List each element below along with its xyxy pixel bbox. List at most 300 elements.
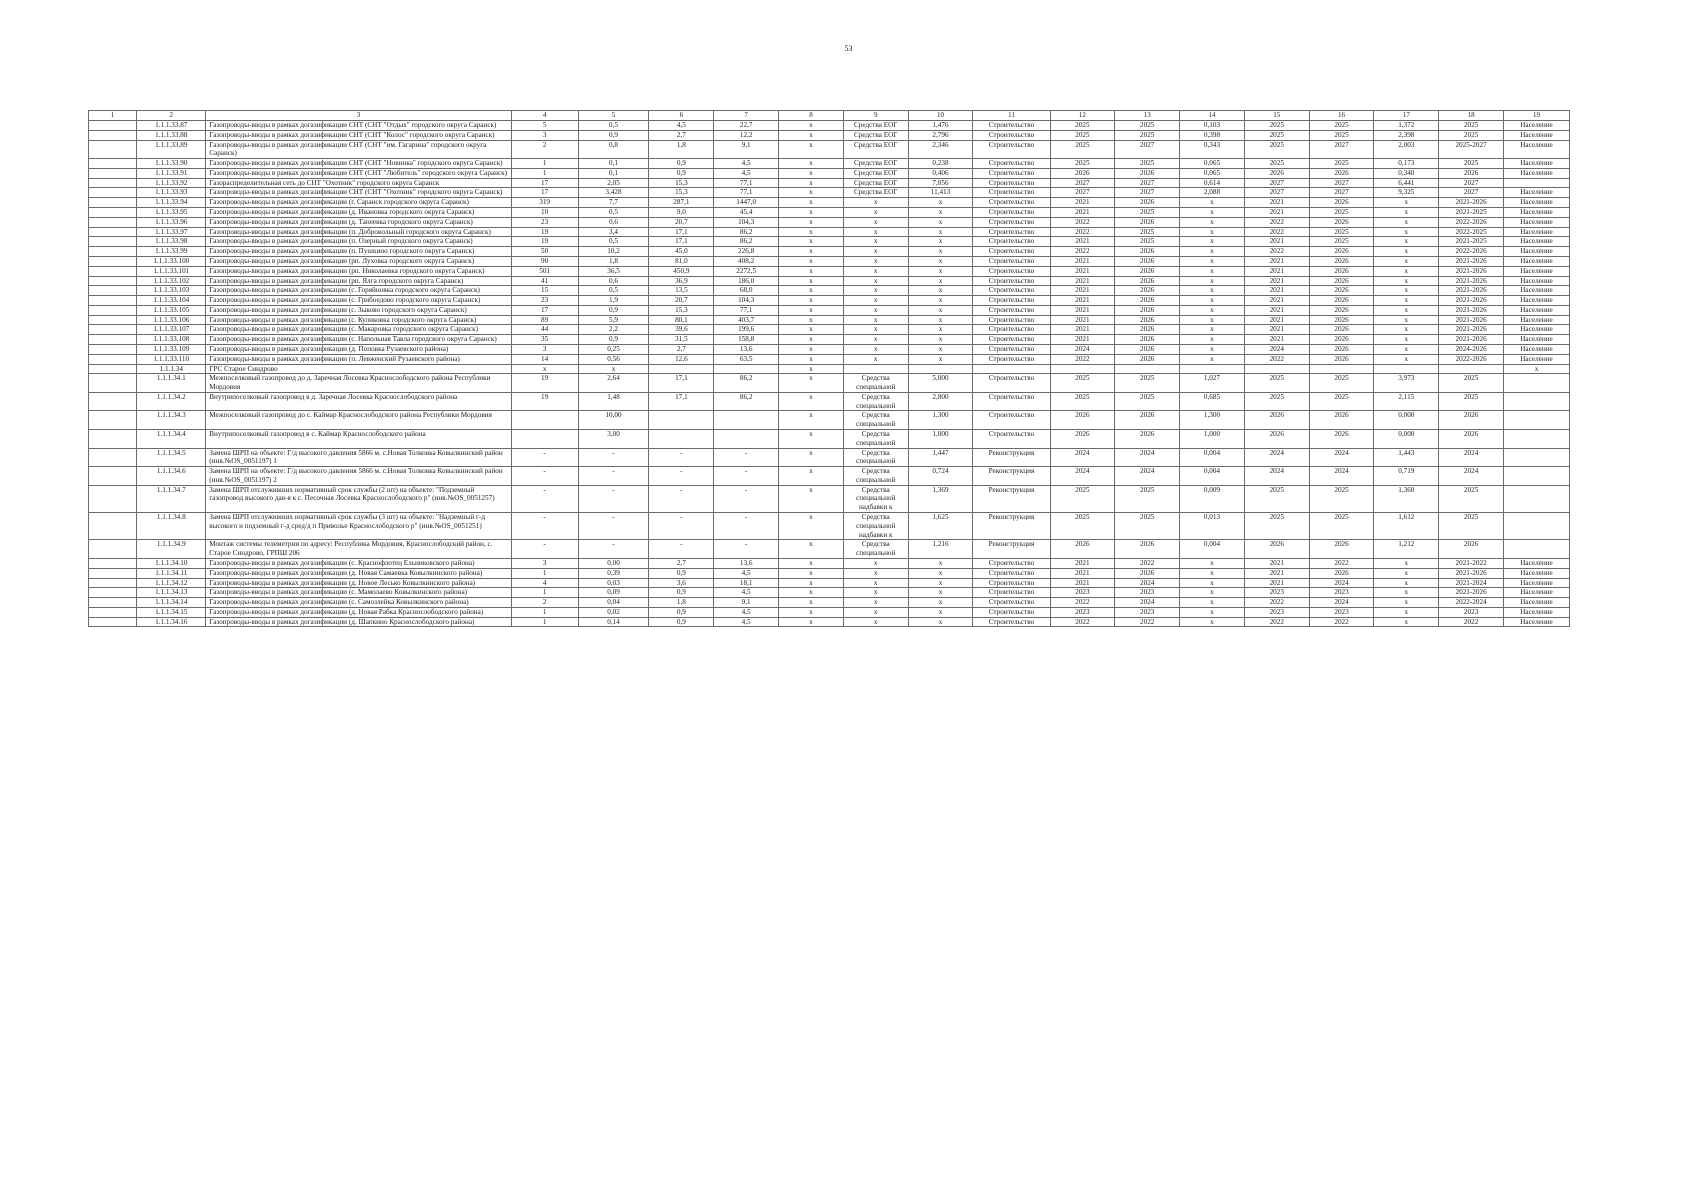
cell-col-1 <box>89 513 137 540</box>
cell-col-2: 1.1.1.33.88 <box>137 130 206 140</box>
cell-col-8: х <box>779 325 844 335</box>
cell-col-12: 2021 <box>1050 325 1115 335</box>
cell-col-19: Население <box>1503 315 1569 325</box>
cell-col-18: 2026 <box>1439 430 1504 449</box>
cell-col-14: х <box>1180 198 1245 208</box>
cell-col-14: х <box>1180 568 1245 578</box>
cell-col-10: 1,000 <box>908 430 973 449</box>
cell-col-2: 1.1.1.34.10 <box>137 558 206 568</box>
cell-col-13: 2026 <box>1115 247 1180 257</box>
cell-col-5: 0,02 <box>578 607 649 617</box>
table-row <box>89 227 1570 237</box>
cell-col-11: Строительство <box>973 217 1050 227</box>
cell-col-6: 1,8 <box>649 598 714 608</box>
cell-col-7: - <box>714 485 779 512</box>
cell-col-16: 2026 <box>1309 276 1374 286</box>
cell-col-5: 0,00 <box>578 558 649 568</box>
cell-col-3: Газопроводы-вводы в рамках догазификации (д. Новая Самаевка Ковылкинского района) <box>206 568 511 578</box>
table-row <box>89 374 1570 393</box>
cell-col-7: 22,7 <box>714 121 779 131</box>
cell-col-3: Монтаж системы телеметрии по адресу: Республика Мордовия, Краснослободский район, с. Старое Синдрово, ГРПШ 206 <box>206 540 511 559</box>
cell-col-1 <box>89 467 137 486</box>
cell-col-16: 2025 <box>1309 227 1374 237</box>
cell-col-12: 2021 <box>1050 208 1115 218</box>
cell-col-7: 63,5 <box>714 354 779 364</box>
cell-col-4: 19 <box>511 392 578 411</box>
cell-col-18: 2025 <box>1439 513 1504 540</box>
cell-col-3: Газопроводы-вводы в рамках догазификации СНТ (СНТ "Колос" городского округа Саранск) <box>206 130 511 140</box>
table-row <box>89 392 1570 411</box>
cell-col-7: 104,3 <box>714 217 779 227</box>
cell-col-11: Строительство <box>973 256 1050 266</box>
cell-col-5: - <box>578 540 649 559</box>
cell-col-6: 17,1 <box>649 392 714 411</box>
column-number-18: 18 <box>1439 111 1504 121</box>
cell-col-11: Строительство <box>973 247 1050 257</box>
cell-col-6: 4,5 <box>649 121 714 131</box>
cell-col-10: х <box>908 315 973 325</box>
cell-col-12: 2025 <box>1050 392 1115 411</box>
cell-col-10: х <box>908 558 973 568</box>
cell-col-17: х <box>1374 296 1439 306</box>
cell-col-7: 199,6 <box>714 325 779 335</box>
cell-col-19: Население <box>1503 305 1569 315</box>
cell-col-1 <box>89 364 137 374</box>
cell-col-6: 15,3 <box>649 305 714 315</box>
cell-col-14: 0,009 <box>1180 485 1245 512</box>
cell-col-10: х <box>908 598 973 608</box>
cell-col-15: 2024 <box>1244 344 1309 354</box>
cell-col-13: 2026 <box>1115 540 1180 559</box>
cell-col-16: 2026 <box>1309 296 1374 306</box>
cell-col-15: 2023 <box>1244 607 1309 617</box>
column-number-3: 3 <box>206 111 511 121</box>
cell-col-13: 2026 <box>1115 198 1180 208</box>
table-row <box>89 168 1570 178</box>
cell-col-12: 2025 <box>1050 513 1115 540</box>
cell-col-8: х <box>779 335 844 345</box>
cell-col-14: х <box>1180 558 1245 568</box>
cell-col-6: - <box>649 513 714 540</box>
cell-col-17: 1,612 <box>1374 513 1439 540</box>
cell-col-17: х <box>1374 335 1439 345</box>
cell-col-16: 2022 <box>1309 617 1374 627</box>
cell-col-14: 1,027 <box>1180 374 1245 393</box>
cell-col-3: Газопроводы-вводы в рамках догазификации СНТ (СНТ "им. Гагарина" городского округа Саранск) <box>206 140 511 159</box>
cell-col-8: х <box>779 617 844 627</box>
cell-col-19: Население <box>1503 607 1569 617</box>
cell-col-19: Население <box>1503 354 1569 364</box>
table-row <box>89 568 1570 578</box>
cell-col-18: 2025-2027 <box>1439 140 1504 159</box>
cell-col-12: 2021 <box>1050 276 1115 286</box>
cell-col-15: 2025 <box>1244 392 1309 411</box>
cell-col-17: х <box>1374 315 1439 325</box>
cell-col-11: Строительство <box>973 430 1050 449</box>
cell-col-18: 2021-2026 <box>1439 296 1504 306</box>
cell-col-7: 4,5 <box>714 159 779 169</box>
column-number-15: 15 <box>1244 111 1309 121</box>
cell-col-4: 23 <box>511 217 578 227</box>
cell-col-11: Строительство <box>973 296 1050 306</box>
cell-col-1 <box>89 411 137 430</box>
cell-col-1 <box>89 266 137 276</box>
cell-col-19 <box>1503 540 1569 559</box>
cell-col-11: Строительство <box>973 227 1050 237</box>
cell-col-18: 2025 <box>1439 130 1504 140</box>
column-number-14: 14 <box>1180 111 1245 121</box>
cell-col-8: х <box>779 276 844 286</box>
table-row <box>89 617 1570 627</box>
cell-col-4: 17 <box>511 178 578 188</box>
table-row <box>89 188 1570 198</box>
cell-col-9: Средства ЕОГ <box>843 168 908 178</box>
cell-col-10: х <box>908 286 973 296</box>
cell-col-15: 2021 <box>1244 286 1309 296</box>
cell-col-6: 17,1 <box>649 227 714 237</box>
cell-col-18: 2021-2026 <box>1439 305 1504 315</box>
cell-col-6: 20,7 <box>649 296 714 306</box>
cell-col-15: 2021 <box>1244 558 1309 568</box>
cell-col-6: 3,6 <box>649 578 714 588</box>
cell-col-2: 1.1.1.34.4 <box>137 430 206 449</box>
cell-col-7: 68,0 <box>714 286 779 296</box>
cell-col-7: 4,5 <box>714 168 779 178</box>
cell-col-15: 2021 <box>1244 276 1309 286</box>
cell-col-4: 17 <box>511 188 578 198</box>
cell-col-9: х <box>843 335 908 345</box>
column-number-4: 4 <box>511 111 578 121</box>
cell-col-3: Газопроводы-вводы в рамках догазификации СНТ (СНТ "Охотник" городского округа Саранск) <box>206 188 511 198</box>
cell-col-9: Средства специальной <box>843 430 908 449</box>
cell-col-14: х <box>1180 578 1245 588</box>
cell-col-5: х <box>578 364 649 374</box>
cell-col-15: 2022 <box>1244 217 1309 227</box>
cell-col-3: Газопроводы-вводы в рамках догазификации (д. Ивановка городского округа Саранск) <box>206 208 511 218</box>
cell-col-19: Население <box>1503 276 1569 286</box>
table-row <box>89 344 1570 354</box>
column-number-5: 5 <box>578 111 649 121</box>
cell-col-3: Газопроводы-вводы в рамках догазификации (с. Зыково городского округа Саранск) <box>206 305 511 315</box>
column-number-13: 13 <box>1115 111 1180 121</box>
cell-col-19: Население <box>1503 578 1569 588</box>
cell-col-13: 2026 <box>1115 256 1180 266</box>
cell-col-6: 17,1 <box>649 237 714 247</box>
cell-col-9: х <box>843 617 908 627</box>
cell-col-1 <box>89 247 137 257</box>
cell-col-14: х <box>1180 208 1245 218</box>
cell-col-8: х <box>779 208 844 218</box>
cell-col-15: 2021 <box>1244 296 1309 306</box>
cell-col-8: х <box>779 237 844 247</box>
cell-col-17: 1,372 <box>1374 121 1439 131</box>
cell-col-1 <box>89 448 137 467</box>
cell-col-2: 1.1.1.33.93 <box>137 188 206 198</box>
cell-col-16: 2026 <box>1309 198 1374 208</box>
cell-col-13: 2025 <box>1115 130 1180 140</box>
cell-col-11: Строительство <box>973 178 1050 188</box>
cell-col-17: х <box>1374 598 1439 608</box>
cell-col-10: 2,346 <box>908 140 973 159</box>
cell-col-16: 2026 <box>1309 430 1374 449</box>
cell-col-16: 2026 <box>1309 335 1374 345</box>
cell-col-15: 2025 <box>1244 130 1309 140</box>
cell-col-7: 9,1 <box>714 598 779 608</box>
cell-col-17: х <box>1374 198 1439 208</box>
cell-col-16: 2026 <box>1309 247 1374 257</box>
cell-col-1 <box>89 540 137 559</box>
cell-col-2: 1.1.1.34.2 <box>137 392 206 411</box>
cell-col-1 <box>89 276 137 286</box>
cell-col-18: 2026 <box>1439 540 1504 559</box>
cell-col-4 <box>511 430 578 449</box>
cell-col-4: 14 <box>511 354 578 364</box>
cell-col-10: х <box>908 354 973 364</box>
cell-col-16: 2026 <box>1309 315 1374 325</box>
cell-col-18: 2024 <box>1439 448 1504 467</box>
cell-col-9: х <box>843 568 908 578</box>
cell-col-2: 1.1.1.34.6 <box>137 467 206 486</box>
column-number-19: 19 <box>1503 111 1569 121</box>
cell-col-6: 1,8 <box>649 140 714 159</box>
cell-col-8: х <box>779 513 844 540</box>
cell-col-16: 2025 <box>1309 485 1374 512</box>
cell-col-17: 0,000 <box>1374 430 1439 449</box>
table-row <box>89 286 1570 296</box>
cell-col-2: 1.1.1.34.1 <box>137 374 206 393</box>
cell-col-10: 2,800 <box>908 392 973 411</box>
cell-col-13: 2023 <box>1115 607 1180 617</box>
cell-col-7: 186,0 <box>714 276 779 286</box>
cell-col-6: 0,9 <box>649 607 714 617</box>
cell-col-9: х <box>843 237 908 247</box>
cell-col-6: 20,7 <box>649 217 714 227</box>
cell-col-4: 1 <box>511 607 578 617</box>
cell-col-19 <box>1503 467 1569 486</box>
cell-col-19: Население <box>1503 140 1569 159</box>
cell-col-17: х <box>1374 256 1439 266</box>
cell-col-18: 2021-2026 <box>1439 315 1504 325</box>
cell-col-10: х <box>908 237 973 247</box>
cell-col-15: 2025 <box>1244 374 1309 393</box>
cell-col-10 <box>908 364 973 374</box>
table-row <box>89 159 1570 169</box>
cell-col-16: 2025 <box>1309 208 1374 218</box>
cell-col-9: х <box>843 354 908 364</box>
cell-col-1 <box>89 344 137 354</box>
cell-col-19: Население <box>1503 208 1569 218</box>
cell-col-18: 2021-2026 <box>1439 588 1504 598</box>
table-row <box>89 485 1570 512</box>
cell-col-13: 2025 <box>1115 237 1180 247</box>
cell-col-8: х <box>779 178 844 188</box>
cell-col-6: - <box>649 448 714 467</box>
cell-col-2: 1.1.1.33.92 <box>137 178 206 188</box>
cell-col-4: 10 <box>511 208 578 218</box>
cell-col-6: 0,9 <box>649 568 714 578</box>
cell-col-9: Средства ЕОГ <box>843 130 908 140</box>
cell-col-9: х <box>843 266 908 276</box>
cell-col-11: Строительство <box>973 335 1050 345</box>
cell-col-14: х <box>1180 315 1245 325</box>
cell-col-5: 0,25 <box>578 344 649 354</box>
cell-col-10: х <box>908 305 973 315</box>
cell-col-8: х <box>779 188 844 198</box>
cell-col-18: 2023 <box>1439 607 1504 617</box>
cell-col-15: 2021 <box>1244 256 1309 266</box>
cell-col-12: 2026 <box>1050 411 1115 430</box>
cell-col-11: Реконструкция <box>973 485 1050 512</box>
cell-col-15: 2025 <box>1244 513 1309 540</box>
cell-col-15: 2026 <box>1244 168 1309 178</box>
cell-col-18: 2021-2026 <box>1439 325 1504 335</box>
cell-col-8: х <box>779 256 844 266</box>
cell-col-6: - <box>649 467 714 486</box>
cell-col-9: Средства ЕОГ <box>843 121 908 131</box>
cell-col-4: 19 <box>511 237 578 247</box>
cell-col-1 <box>89 558 137 568</box>
cell-col-13: 2026 <box>1115 315 1180 325</box>
cell-col-11: Строительство <box>973 354 1050 364</box>
cell-col-2: 1.1.1.33.89 <box>137 140 206 159</box>
cell-col-7: 4,5 <box>714 617 779 627</box>
cell-col-4: - <box>511 467 578 486</box>
cell-col-8: х <box>779 344 844 354</box>
cell-col-5: 0,03 <box>578 578 649 588</box>
cell-col-14: х <box>1180 617 1245 627</box>
cell-col-12: 2023 <box>1050 607 1115 617</box>
cell-col-8: х <box>779 296 844 306</box>
cell-col-2: 1.1.1.33.96 <box>137 217 206 227</box>
cell-col-9: х <box>843 315 908 325</box>
cell-col-16: 2026 <box>1309 256 1374 266</box>
cell-col-13: 2026 <box>1115 168 1180 178</box>
cell-col-14: х <box>1180 335 1245 345</box>
cell-col-2: 1.1.1.34.15 <box>137 607 206 617</box>
cell-col-12: 2021 <box>1050 296 1115 306</box>
cell-col-18: 2022-2026 <box>1439 217 1504 227</box>
cell-col-14: х <box>1180 227 1245 237</box>
cell-col-1 <box>89 286 137 296</box>
cell-col-6: 17,1 <box>649 374 714 393</box>
cell-col-6: - <box>649 540 714 559</box>
cell-col-15: 2021 <box>1244 335 1309 345</box>
cell-col-11: Строительство <box>973 325 1050 335</box>
cell-col-10: 0,238 <box>908 159 973 169</box>
cell-col-13: 2024 <box>1115 467 1180 486</box>
cell-col-2: 1.1.1.34.12 <box>137 578 206 588</box>
cell-col-16: 2026 <box>1309 286 1374 296</box>
cell-col-1 <box>89 198 137 208</box>
cell-col-13: 2024 <box>1115 598 1180 608</box>
cell-col-4: - <box>511 540 578 559</box>
cell-col-4: 89 <box>511 315 578 325</box>
cell-col-5: - <box>578 467 649 486</box>
table-row <box>89 208 1570 218</box>
cell-col-9: х <box>843 305 908 315</box>
cell-col-14: 0,013 <box>1180 513 1245 540</box>
cell-col-16: 2027 <box>1309 140 1374 159</box>
cell-col-15: 2022 <box>1244 247 1309 257</box>
cell-col-19: Население <box>1503 286 1569 296</box>
cell-col-7: - <box>714 448 779 467</box>
cell-col-10: 1,625 <box>908 513 973 540</box>
cell-col-11: Строительство <box>973 588 1050 598</box>
cell-col-14: х <box>1180 276 1245 286</box>
table-row <box>89 540 1570 559</box>
cell-col-9: Средства специальной <box>843 540 908 559</box>
cell-col-8: х <box>779 598 844 608</box>
cell-col-7: 403,7 <box>714 315 779 325</box>
cell-col-4: 1 <box>511 168 578 178</box>
cell-col-17: 0,173 <box>1374 159 1439 169</box>
cell-col-10: х <box>908 256 973 266</box>
cell-col-1 <box>89 335 137 345</box>
cell-col-14: х <box>1180 256 1245 266</box>
cell-col-4: 15 <box>511 286 578 296</box>
cell-col-9: Средства специальной <box>843 392 908 411</box>
cell-col-10: х <box>908 208 973 218</box>
cell-col-17: 0,340 <box>1374 168 1439 178</box>
cell-col-1 <box>89 617 137 627</box>
cell-col-18: 2021-2024 <box>1439 578 1504 588</box>
cell-col-6: 2,7 <box>649 344 714 354</box>
cell-col-17: 1,360 <box>1374 485 1439 512</box>
cell-col-2: 1.1.1.34.3 <box>137 411 206 430</box>
cell-col-12: 2024 <box>1050 448 1115 467</box>
cell-col-4: 1 <box>511 588 578 598</box>
cell-col-4: - <box>511 513 578 540</box>
cell-col-16: 2025 <box>1309 392 1374 411</box>
cell-col-7: 13,6 <box>714 344 779 354</box>
cell-col-9: Средства специальной <box>843 411 908 430</box>
cell-col-16: 2027 <box>1309 188 1374 198</box>
cell-col-17: х <box>1374 607 1439 617</box>
cell-col-2: 1.1.1.34.11 <box>137 568 206 578</box>
cell-col-2: 1.1.1.33.91 <box>137 168 206 178</box>
cell-col-16: 2026 <box>1309 217 1374 227</box>
cell-col-2: 1.1.1.33.97 <box>137 227 206 237</box>
cell-col-19: Население <box>1503 568 1569 578</box>
column-number-12: 12 <box>1050 111 1115 121</box>
cell-col-19: Население <box>1503 344 1569 354</box>
cell-col-13 <box>1115 364 1180 374</box>
cell-col-7 <box>714 364 779 374</box>
cell-col-15: 2024 <box>1244 467 1309 486</box>
cell-col-19: Население <box>1503 159 1569 169</box>
cell-col-8: х <box>779 217 844 227</box>
cell-col-7: 408,2 <box>714 256 779 266</box>
cell-col-9: х <box>843 588 908 598</box>
cell-col-16: 2026 <box>1309 325 1374 335</box>
cell-col-3: Газопроводы-вводы в рамках догазификации (с. Грибоедово городского округа Саранск) <box>206 296 511 306</box>
cell-col-9: х <box>843 344 908 354</box>
cell-col-6: 15,3 <box>649 188 714 198</box>
cell-col-7: 86,2 <box>714 374 779 393</box>
table-row <box>89 364 1570 374</box>
cell-col-17: 1,212 <box>1374 540 1439 559</box>
cell-col-16: 2026 <box>1309 266 1374 276</box>
cell-col-18: 2024-2026 <box>1439 344 1504 354</box>
column-number-16: 16 <box>1309 111 1374 121</box>
cell-col-2: 1.1.1.34.8 <box>137 513 206 540</box>
cell-col-13: 2025 <box>1115 485 1180 512</box>
cell-col-15: 2025 <box>1244 140 1309 159</box>
cell-col-12: 2025 <box>1050 485 1115 512</box>
table-row <box>89 305 1570 315</box>
cell-col-5: 0,9 <box>578 130 649 140</box>
table-row <box>89 178 1570 188</box>
